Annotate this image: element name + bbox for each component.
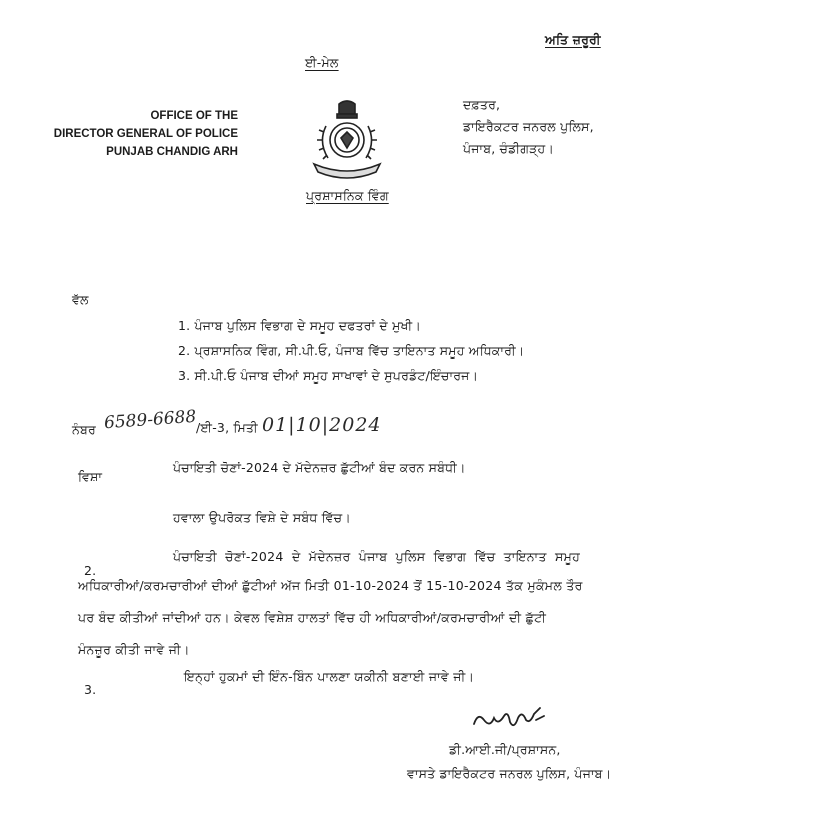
email-mode-label: ਈ-ਮੇਲ: [305, 55, 339, 70]
paragraph-line: ਪਰ ਬੰਦ ਕੀਤੀਆਂ ਜਾਂਦੀਆਂ ਹਨ। ਕੇਵਲ ਵਿਸ਼ੇਸ਼ ਹਾਲਤਾਂ ਵਿੱਚ ਹੀ ਅਧਿਕਾਰੀਆਂ/ਕਰਮਚਾਰੀਆਂ ਦੀ ਛੁੱਟੀ: [78, 610, 547, 625]
priority-label: ਅਤਿ ਜ਼ਰੂਰੀ: [545, 32, 601, 47]
office-line: ਦਫ਼ਤਰ,: [463, 97, 501, 112]
office-line: PUNJAB CHANDIG ARH: [106, 145, 238, 158]
office-english-block: [54, 108, 238, 161]
signatory-for: ਵਾਸਤੇ ਡਾਇਰੈਕਟਰ ਜਨਰਲ ਪੁਲਿਸ, ਪੰਜਾਬ।: [407, 766, 612, 781]
reference-line: ਹਵਾਲਾ ਉਪਰੋਕਤ ਵਿਸ਼ੇ ਦੇ ਸਬੰਧ ਵਿੱਚ।: [173, 510, 351, 525]
office-line: DIRECTOR GENERAL OF POLICE: [53, 127, 238, 140]
section-label: /ਈ-3, ਮਿਤੀ: [196, 420, 258, 435]
paragraph-line: ਇਨ੍ਹਾਂ ਹੁਕਮਾਂ ਦੀ ਇੰਨ-ਬਿੰਨ ਪਾਲਣਾ ਯਕੀਨੀ ਬਣਾਈ ਜਾਵੇ ਜੀ।: [184, 669, 475, 684]
subject-label: ਵਿਸ਼ਾ: [78, 469, 103, 484]
paragraph-line: ਅਧਿਕਾਰੀਆਂ/ਕਰਮਚਾਰੀਆਂ ਦੀਆਂ ਛੁੱਟੀਆਂ ਅੱਜ ਮਿਤੀ 01-10-2024 ਤੋਂ 15-10-2024 ਤੱਕ ਮੁਕੰਮਲ ਤੌਰ: [78, 578, 583, 593]
reference-number: 6589-6688: [103, 406, 197, 434]
office-line: ਪੰਜਾਬ, ਚੰਡੀਗੜ੍ਹ।: [463, 140, 555, 156]
recipient-item: 2. ਪ੍ਰਸ਼ਾਸਨਿਕ ਵਿੰਗ, ਸੀ.ਪੀ.ਓ, ਪੰਜਾਬ ਵਿੱਚ ਤਾਇਨਾਤ ਸਮੂਹ ਅਧਿਕਾਰੀ।: [178, 343, 525, 358]
punjab-police-emblem-icon: [302, 98, 392, 184]
office-line: OFFICE OF THE: [150, 110, 238, 122]
wing-label: ਪ੍ਰਸ਼ਾਸਨਿਕ ਵਿੰਗ: [306, 188, 389, 203]
number-label: ਨੰਬਰ: [72, 422, 96, 437]
to-label: ਵੱਲ: [72, 292, 89, 307]
letter-date: 01|10|2024: [262, 414, 382, 436]
subject-text: ਪੰਚਾਇਤੀ ਚੋਣਾਂ-2024 ਦੇ ਮੱਦੇਨਜ਼ਰ ਛੁੱਟੀਆਂ ਬੰਦ ਕਰਨ ਸਬੰਧੀ।: [173, 460, 466, 475]
paragraph-line: ਮੰਨਜ਼ੂਰ ਕੀਤੀ ਜਾਵੇ ਜੀ।: [78, 642, 190, 657]
recipient-item: 1. ਪੰਜਾਬ ਪੁਲਿਸ ਵਿਭਾਗ ਦੇ ਸਮੂਹ ਦਫਤਰਾਂ ਦੇ ਮੁਖੀ।: [178, 318, 422, 333]
office-line: ਡਾਇਰੈਕਟਰ ਜਨਰਲ ਪੁਲਿਸ,: [463, 118, 594, 134]
paragraph-number: 3.: [84, 682, 97, 697]
office-punjabi-block: [463, 94, 594, 160]
recipient-item: 3. ਸੀ.ਪੀ.ਓ ਪੰਜਾਬ ਦੀਆਂ ਸਮੂਹ ਸਾਖਾਵਾਂ ਦੇ ਸੁਪਰਡੰਟ/ਇੰਚਾਰਜ।: [178, 368, 479, 383]
signatory-designation: ਡੀ.ਆਈ.ਜੀ/ਪ੍ਰਸ਼ਾਸਨ,: [449, 742, 561, 757]
signature-icon: [470, 702, 550, 738]
paragraph-number: 2.: [84, 563, 97, 578]
paragraph-line: ਪੰਚਾਇਤੀ ਚੋਣਾਂ-2024 ਦੇ ਮੱਦੇਨਜ਼ਰ ਪੰਜਾਬ ਪੁਲਿਸ ਵਿਭਾਗ ਵਿੱਚ ਤਾਇਨਾਤ ਸਮੂਹ: [173, 549, 581, 564]
